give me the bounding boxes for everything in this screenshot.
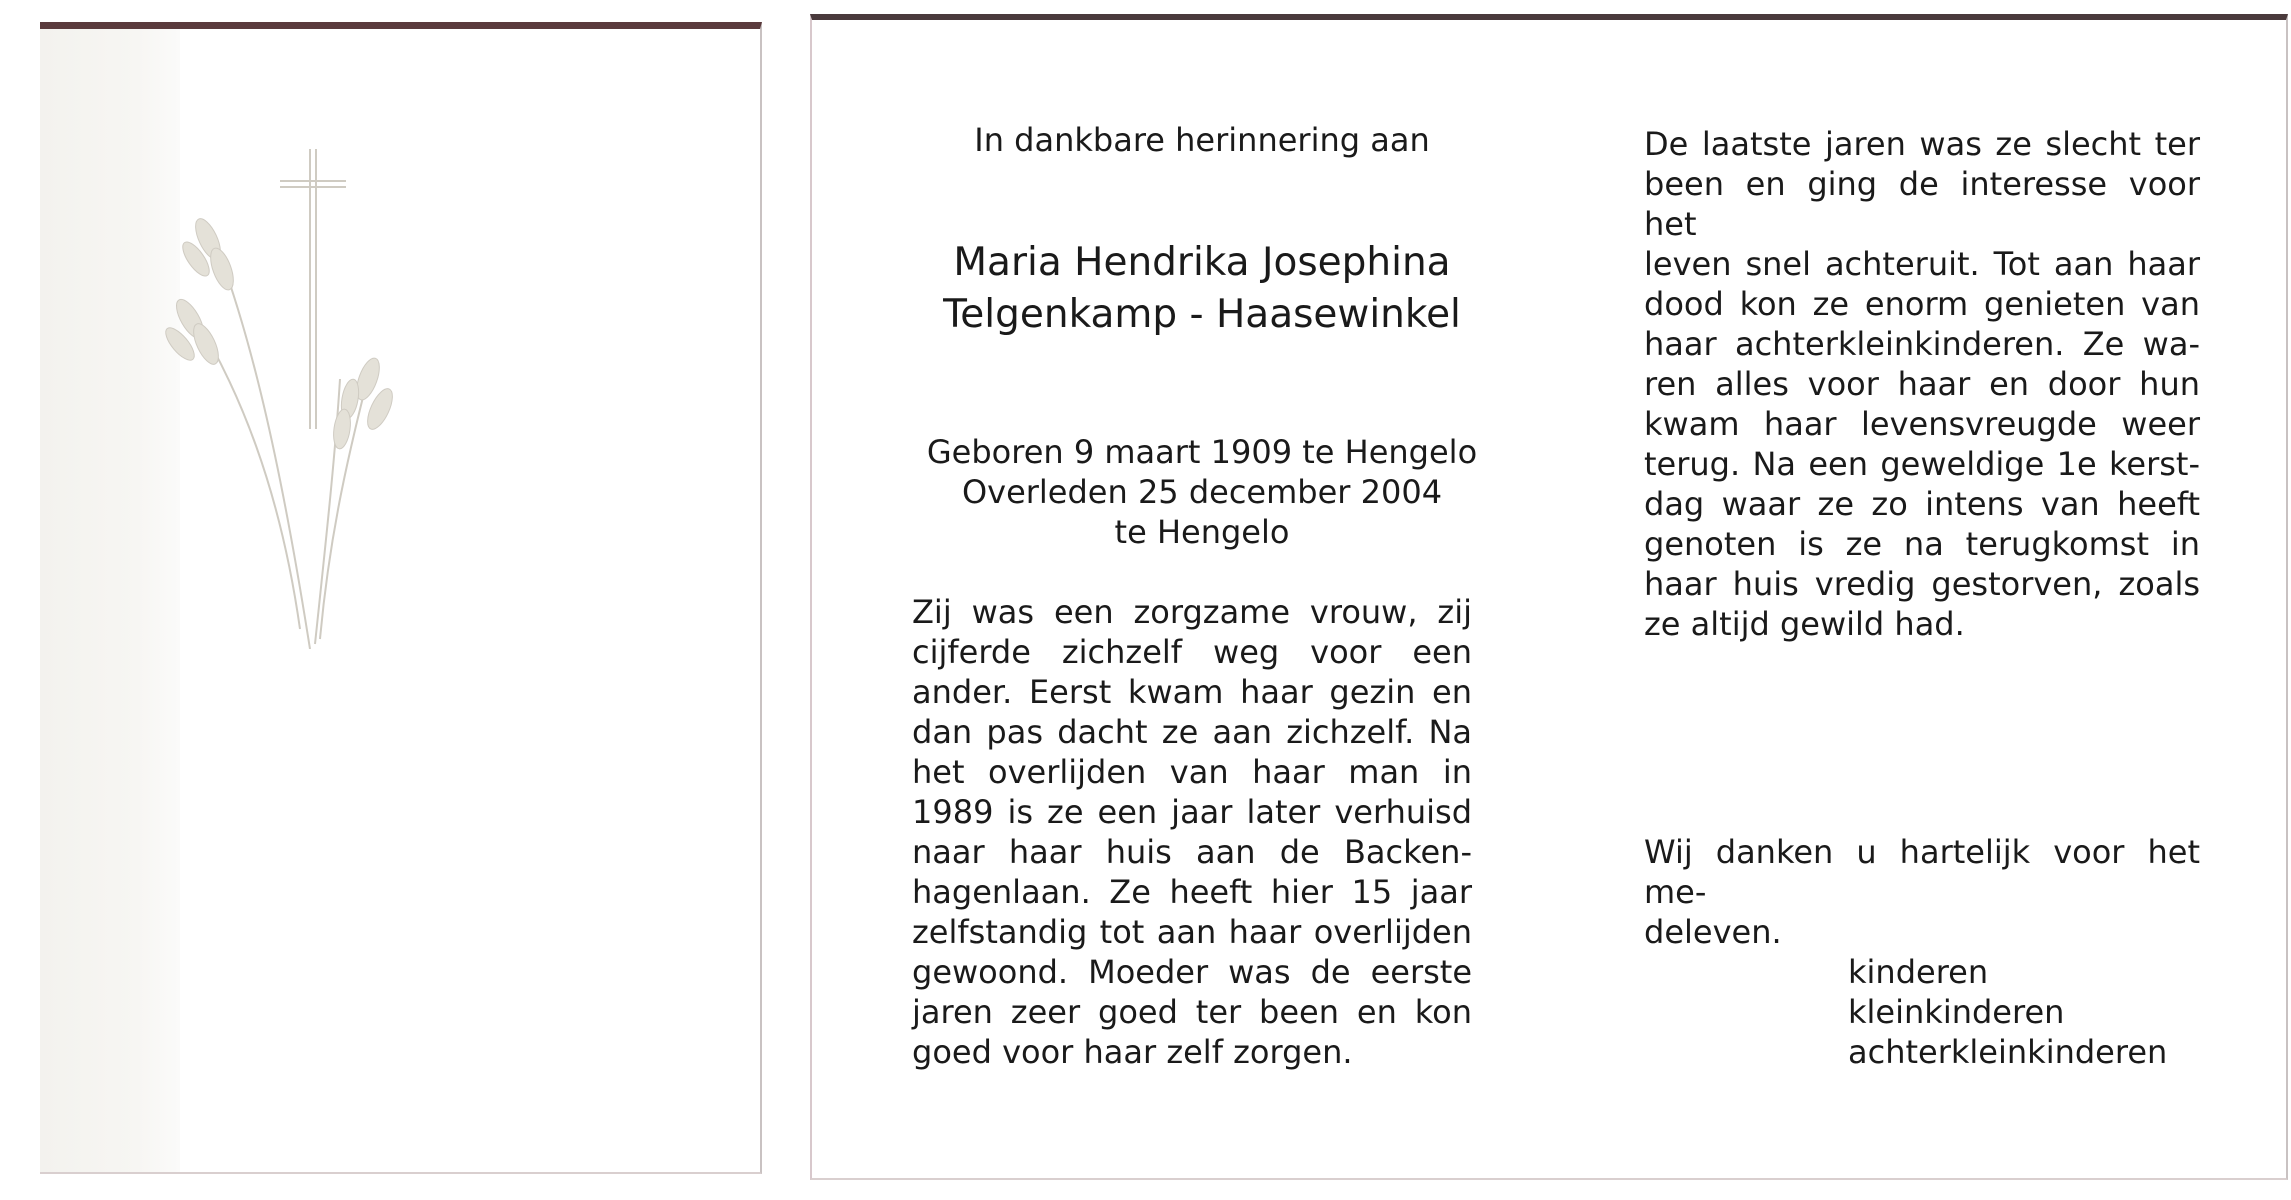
text-line: kwam haar levensvreugde weer [1644,405,2200,443]
birth-line: Geboren 9 maart 1909 te Hengelo [926,433,1478,471]
signature-line: kleinkinderen [1848,993,2065,1031]
text-line: jaren zeer goed ter been en kon [912,993,1472,1031]
text-line: ander. Eerst kwam haar gezin en [912,673,1472,711]
text-line: zelfstandig tot aan haar overlijden [912,913,1472,951]
text-line: De laatste jaren was ze slecht ter [1644,125,2200,163]
text-line: Zij was een zorgzame vrouw, zij [912,593,1472,631]
text-line: haar achterkleinkinderen. Ze wa- [1644,325,2200,363]
deceased-name-line1: Maria Hendrika Josephina [953,240,1451,285]
biography-right [1644,124,2200,644]
signature-block [1848,952,2167,1072]
text-line: Wij danken u hartelijk voor het me- [1644,833,2200,911]
text-line: goed voor haar zelf zorgen. [912,1033,1353,1071]
text-line: dan pas dacht ze aan zichzelf. Na [912,713,1472,751]
thanks-paragraph [1644,832,2200,952]
death-place-line: te Hengelo [1114,513,1290,551]
text-line: dag waar ze zo intens van heeft [1644,485,2200,523]
biography-left [912,592,1472,1072]
signature-line: achterkleinkinderen [1848,1033,2168,1071]
text-line: hagenlaan. Ze heeft hier 15 jaar [912,873,1472,911]
text-line: terug. Na een geweldige 1e kerst- [1644,445,2200,483]
text-line: gewoond. Moeder was de eerste [912,953,1472,991]
text-line: ze altijd gewild had. [1644,605,1965,643]
card-front [40,22,762,1174]
death-line: Overleden 25 december 2004 [961,473,1443,511]
text-line: naar haar huis aan de Backen- [912,833,1472,871]
signature-line: kinderen [1848,953,1989,991]
text-line: cijferde zichzelf weg voor een [912,633,1472,671]
cross-with-wheat-icon [150,129,410,649]
text-line: het overlijden van haar man in [912,753,1472,791]
text-line: dood kon ze enorm genieten van [1644,285,2200,323]
text-line: ren alles voor haar en door hun [1644,365,2200,403]
text-line: 1989 is ze een jaar later verhuisd [912,793,1472,831]
text-line: deleven. [1644,913,1782,951]
text-line: genoten is ze na terugkomst in [1644,525,2200,563]
text-line: haar huis vredig gestorven, zoals [1644,565,2200,603]
text-line: leven snel achteruit. Tot aan haar [1644,245,2200,283]
heading: In dankbare herinnering aan [974,121,1430,159]
card-inside [810,14,2288,1180]
text-line: been en ging de interesse voor het [1644,165,2200,243]
deceased-name-line2: Telgenkamp - Haasewinkel [943,292,1461,337]
